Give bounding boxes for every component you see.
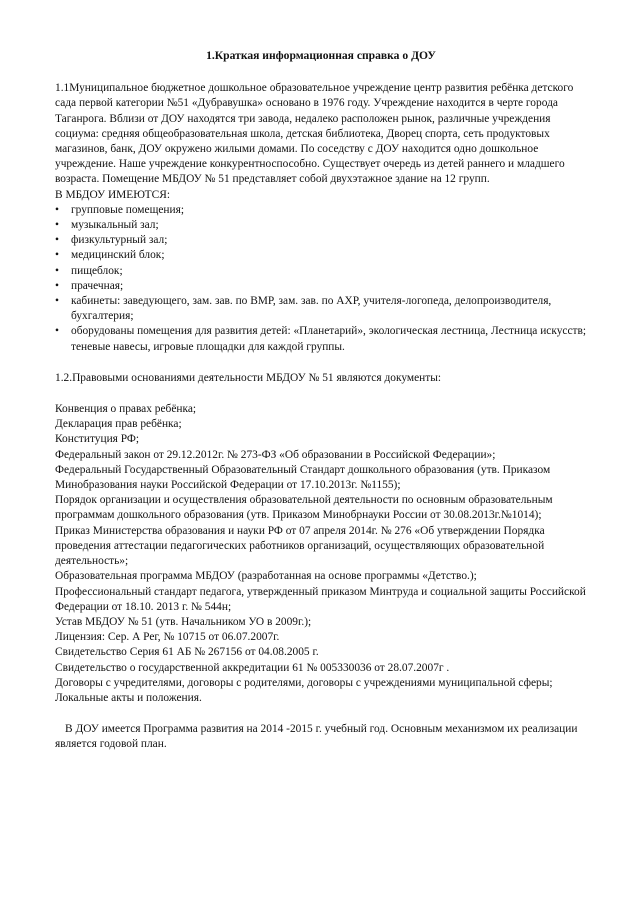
facility-item	[55, 324, 587, 354]
facility-text: оборудованы помещения для развития детей: «Планетарий», экологическая лестница, Лестница искусств; теневые навесы, игровые площадки для каждой группы.	[71, 325, 587, 353]
legal-document-item: Конвенция о правах ребёнка;	[55, 403, 197, 416]
bullet-icon: •	[55, 264, 59, 277]
legal-document-item: Договоры с учредителями, договоры с родителями, договоры с учреждениями муниципальной сферы;	[55, 676, 553, 689]
bullet-icon: •	[55, 279, 59, 292]
legal-document-item: Свидетельство Серия 61 АБ № 267156 от 04.08.2005 г.	[55, 646, 319, 659]
facility-item	[55, 279, 587, 294]
bullet-icon: •	[55, 219, 59, 232]
facility-text: медицинский блок;	[71, 249, 165, 262]
bullet-icon: •	[55, 325, 59, 338]
facility-text: кабинеты: заведующего, зам. зав. по ВМР, зам. зав. по АХР, учителя-логопеда, делопроизводителя, бухгалтерия;	[71, 295, 552, 323]
bullet-icon: •	[55, 203, 59, 216]
legal-document-item: Приказ Министерства образования и науки РФ от 07 апреля 2014г. № 276 «Об утверждении Порядка проведения аттестации педагогических работников организаций, осуществляющих образовательной деятельность»;	[55, 524, 545, 568]
facility-text: музыкальный зал;	[71, 219, 159, 232]
facilities-list	[55, 203, 587, 355]
closing-paragraph: В ДОУ имеется Программа развития на 2014 -2015 г. учебный год. Основным механизмом их реализации является годовой план.	[55, 723, 578, 751]
legal-document-item: Конституция РФ;	[55, 433, 140, 446]
bullet-icon: •	[55, 295, 59, 308]
document-title: 1.Краткая информационная справка о ДОУ	[206, 49, 436, 62]
facility-item	[55, 264, 587, 279]
spacer	[55, 355, 587, 371]
section-2-heading: 1.2.Правовыми основаниями деятельности МБДОУ № 51 являются документы:	[55, 371, 442, 384]
legal-document-item: Федеральный Государственный Образовательный Стандарт дошкольного образования (утв. Приказом Минобразования науки Российской Федерации от 17.10.2013г. №1155);	[55, 463, 551, 492]
facility-item	[55, 203, 587, 218]
facility-text: пищеблок;	[71, 264, 123, 277]
facility-text: групповые помещения;	[71, 203, 184, 216]
legal-document-item: Устав МБДОУ № 51 (утв. Начальником УО в 2009г.);	[55, 615, 312, 628]
facility-text: прачечная;	[71, 279, 124, 292]
section-1-intro-paragraph: 1.1Муниципальное бюджетное дошкольное образовательное учреждение центр развития ребёнка детского сада первой категории №51 «Дубравушка» основано в 1976 году. Учреждение находится в черте города Таганрога. Вблизи от ДОУ находятся три завода, недалеко расположен рынок, различные учреждения социума: средняя общеобразовательная школа, детская библиотека, Дворец спорта, сеть продуктовых магазинов, банк, ДОУ окружено жилыми домами. По соседству с ДОУ находится одно дошкольное учреждение. Наше учреждение конкурентноспособно. Существует очередь из детей раннего и младшего возраста. Помещение МБДОУ № 51 представляет собой двухэтажное здание на 12 групп.	[55, 82, 574, 186]
legal-document-item: Лицензия: Сер. А Рег, № 10715 от 06.07.2007г.	[55, 631, 280, 644]
facility-item	[55, 233, 587, 248]
legal-document-item: Локальные акты и положения.	[55, 691, 202, 704]
legal-document-item: Федеральный закон от 29.12.2012г. № 273-ФЗ «Об образовании в Российской Федерации»;	[55, 448, 496, 461]
legal-documents-list	[55, 402, 587, 706]
spacer	[55, 386, 587, 402]
legal-document-item: Порядок организации и осуществления образовательной деятельности по основным образовательным программам дошкольного образования (утв. Приказом Минобрнауки России от 30.08.2013г.№1014);	[55, 494, 553, 522]
legal-document-item: Декларация прав ребёнка;	[55, 418, 182, 431]
legal-document-item: Свидетельство о государственной аккредитации 61 № 005330036 от 28.07.2007г .	[55, 661, 450, 674]
facility-item	[55, 248, 587, 263]
legal-document-item: Профессиональный стандарт педагога, утвержденный приказом Минтруда и социальной защиты Российской Федерации от 18.10. 2013 г. № 544н;	[55, 585, 586, 613]
legal-document-item: Образовательная программа МБДОУ (разработанная на основе программы «Детство.);	[55, 570, 477, 583]
facility-item	[55, 218, 587, 233]
facility-text: физкультурный зал;	[71, 234, 168, 247]
facilities-heading: В МБДОУ ИМЕЮТСЯ:	[55, 188, 171, 201]
bullet-icon: •	[55, 249, 59, 262]
facility-item	[55, 294, 587, 324]
bullet-icon: •	[55, 234, 59, 247]
document-page	[55, 48, 587, 753]
